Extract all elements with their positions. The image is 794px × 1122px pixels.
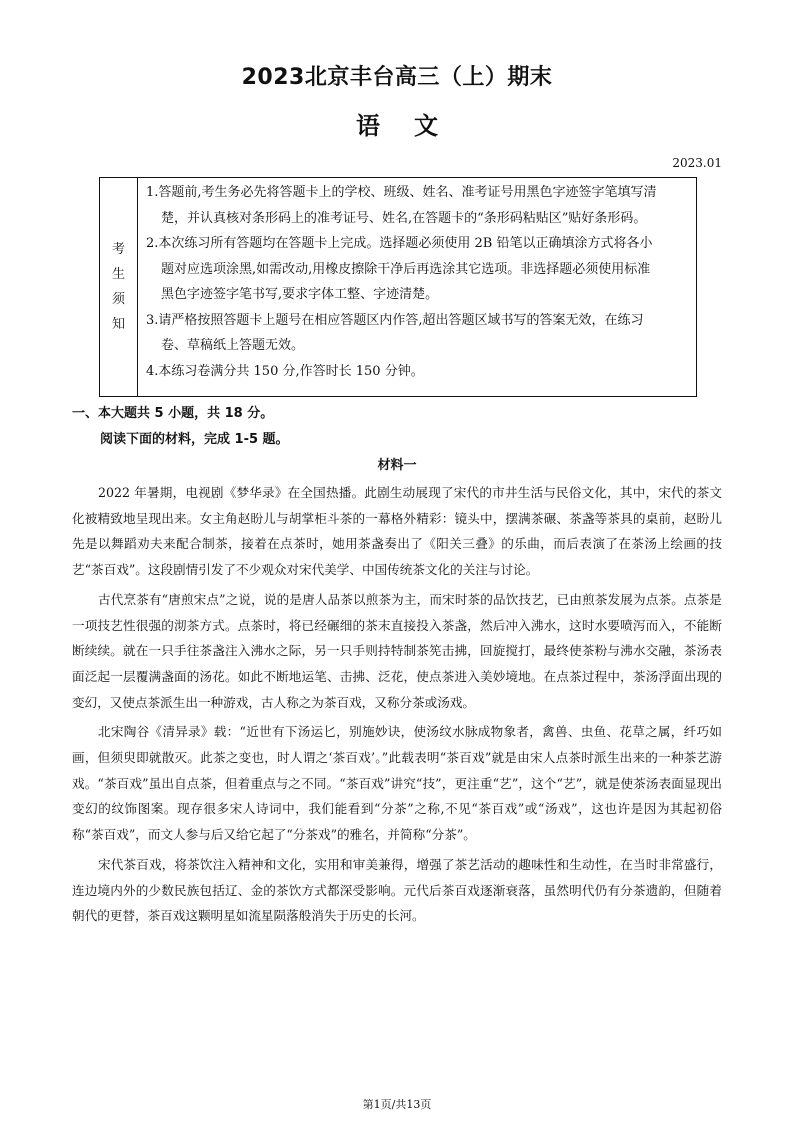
notice-item-2-cont: 题对应选项涂黑,如需改动,用橡皮擦除干净后再选涂其它选项。非选择题必须使用标准 (161, 261, 651, 277)
paragraph: 北宋陶谷《清异录》载：“近世有下汤运匕，别施妙诀，使汤纹水脉成物象者，禽兽、虫鱼、花草之属，纤巧如画，但须臾即就散灭。此茶之变也，时人谓之‘茶百戏’。”此载表明“茶百戏”就是由宋人点茶时派生出来的一种茶艺游戏。“茶百戏”虽出自点茶，但着重点与之不同。“茶百戏”讲究“技”，更注重“艺”，这个“艺”，就是使茶汤表面显现出变幻的纹饰图案。现存很多宋人诗词中，我们能看到“分茶”之称,不见“茶百戏”或“汤戏”，这也许是因为其起初俗称“茶百戏”，而文人参与后又给它起了“分茶戏”的雅名，并简称“分茶”。 (72, 724, 722, 843)
notice-item-1-cont: 楚，并认真核对条形码上的准考证号、姓名,在答题卡的“条形码粘贴区”贴好条形码。 (161, 210, 647, 226)
notice-side-char: 生 (111, 267, 125, 282)
notice-item-3: 3.请严格按照答题卡上题号在相应答题区内作答,超出答题区域书写的答案无效，在练习 (146, 312, 644, 328)
notice-item-3-cont: 卷、草稿纸上答题无效。 (161, 338, 305, 353)
section-heading: 一、本大题共 5 小题，共 18 分。 (72, 406, 274, 421)
exam-date: 2023.01 (672, 156, 722, 170)
section-instruction: 阅读下面的材料，完成 1-5 题。 (100, 432, 289, 447)
notice-body (138, 178, 696, 396)
notice-item-1: 1.答题前,考生务必先将答题卡上的学校、班级、姓名、准考证号用黑色字迹签字笔填写清 (146, 185, 657, 200)
notice-side-char: 考 (111, 242, 125, 257)
notice-item-2-cont2: 黑色字迹签字笔书写,要求字体工整、字迹清楚。 (161, 287, 439, 302)
page-footer: 第1页/共13页 (362, 1098, 432, 1111)
notice-item-2: 2.本次练习所有答题均在答题卡上完成。选择题必须使用 2B 铅笔以正确填涂方式将各小 (146, 236, 653, 251)
notice-side-char: 知 (111, 317, 125, 332)
notice-item-4: 4.本练习卷满分共 150 分,作答时长 150 分钟。 (146, 363, 424, 379)
exam-title: 2023北京丰台高三（上）期末 (241, 65, 553, 90)
notice-side-label (100, 178, 138, 396)
notice-side-char: 须 (111, 292, 125, 307)
paragraph: 古代烹茶有“唐煎宋点”之说，说的是唐人品茶以煎茶为主，而宋时茶的品饮技艺，已由煎茶发展为点茶。点茶是一项技艺性很强的沏茶方式。点茶时，将已经碾细的茶末直接投入茶盏，然后冲入沸水，这时水要喷泻而入，不能断断续续。就在一只手往茶盏注入沸水之际，另一只手则持特制茶筅击拂，回旋搅打，最终使茶粉与沸水交融，茶汤表面泛起一层覆满盏面的汤花。如此不断地运笔、击拂、泛花，使点茶进入美妙境地。在点茶过程中，茶汤浮面出现的变幻，又使点茶派生出一种游戏，古人称之为茶百戏，又称分茶或汤戏。 (72, 591, 722, 710)
notice-box (99, 177, 697, 397)
material-content (72, 480, 722, 933)
subject-title: 语文 (356, 112, 472, 140)
paragraph: 宋代茶百戏，将茶饮注入精神和文化，实用和审美兼得，增强了茶艺活动的趣味性和生动性，在当时非常盛行，连边境内外的少数民族包括辽、金的茶饮方式都深受影响。元代后茶百戏逐渐衰落，虽然明代仍有分茶遗韵，但随着朝代的更替，茶百戏这颗明星如流星陨落般消失于历史的长河。 (72, 856, 722, 924)
paragraph: 2022 年暑期，电视剧《梦华录》在全国热播。此剧生动展现了宋代的市井生活与民俗文化，其中，宋代的茶文化被精致地呈现出来。女主角赵盼儿与胡掌柜斗茶的一幕格外精彩：镜头中，摆满茶碾、茶盏等茶具的桌前，赵盼儿先是以舞蹈劝夫来配合制茶，接着在点茶时，她用茶盏奏出了《阳关三叠》的乐曲，而后表演了在茶汤上绘画的技艺“茶百戏”。这段剧情引发了不少观众对宋代美学、中国传统茶文化的关注与讨论。 (72, 485, 722, 578)
material-title: 材料一 (377, 458, 417, 473)
